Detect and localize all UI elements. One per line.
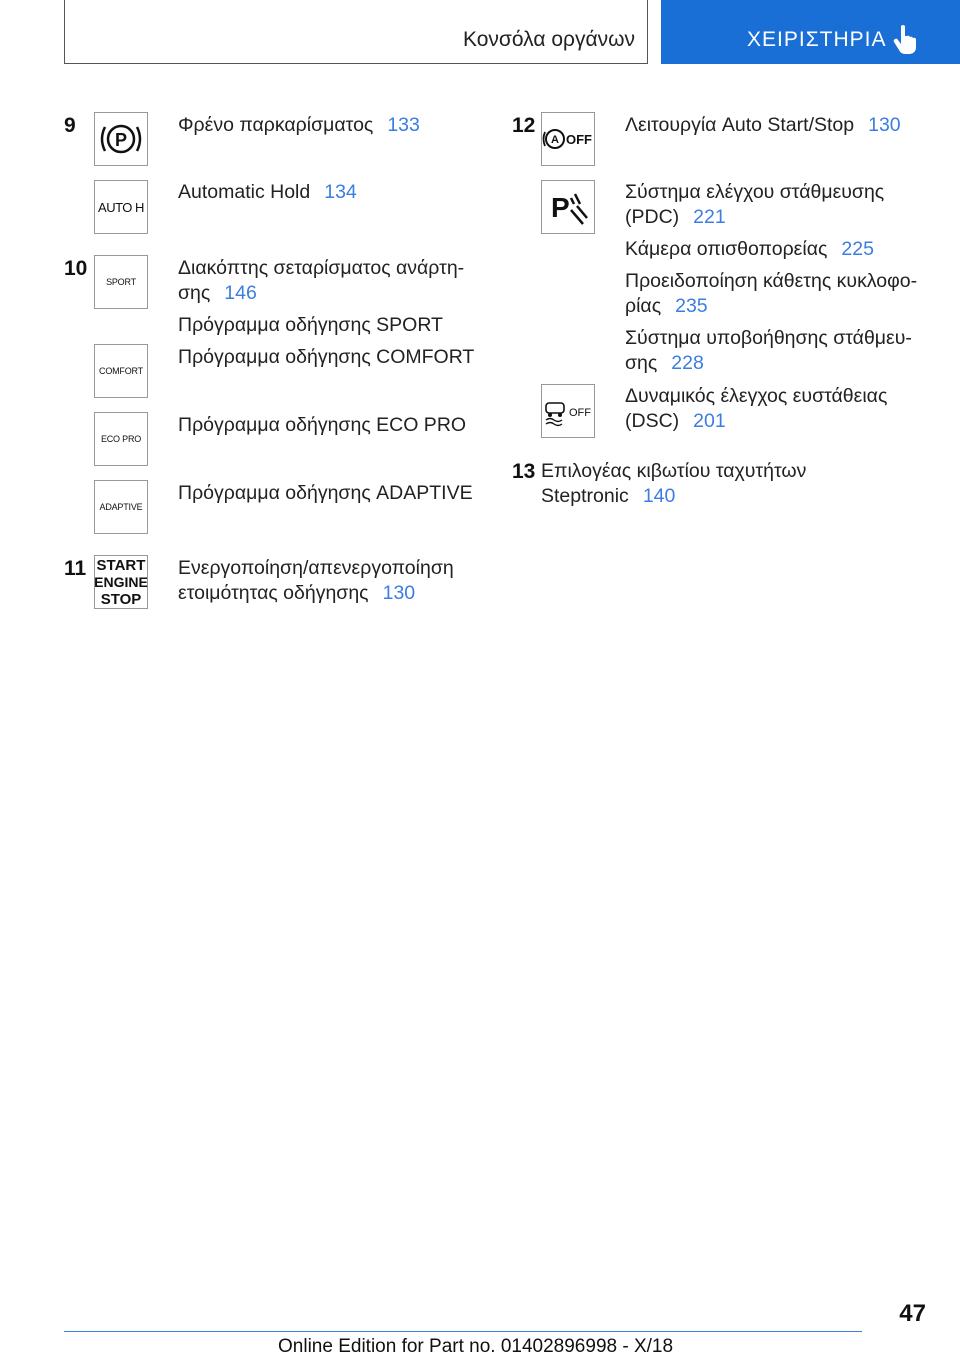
drive-readiness-text: Ενεργοποίηση/απενεργοποίηση ετοιμότητας οδήγησης 130 <box>178 557 454 604</box>
page-ref-link[interactable]: 133 <box>387 114 420 136</box>
page-header <box>0 0 960 66</box>
footer-divider <box>64 1331 862 1332</box>
edition-text: Online Edition for Part no. 01402896998 - X/18 <box>278 1336 674 1357</box>
adaptive-mode-text: Πρόγραμμα οδήγησης ADAPTIVE <box>178 482 473 504</box>
section-tab[interactable] <box>64 0 648 64</box>
page-ref-link[interactable]: 228 <box>671 352 704 374</box>
page-ref-link[interactable]: 225 <box>841 238 874 260</box>
svg-text:OFF: OFF <box>566 132 592 147</box>
entry-number-12: 12 <box>512 114 536 137</box>
eco-pro-mode-text: Πρόγραμμα οδήγησης ECO PRO <box>178 414 467 436</box>
page-ref-link[interactable]: 134 <box>324 181 357 203</box>
pdc-text-block: Σύστημα ελέγχου στάθμευσης (PDC) 221 Κάμερα οπισθοπορείας 225 Προειδοποίηση κάθετης κυκλοφο- ρίας 235 Σύστημα υποβοήθησης στάθμευ- σης 228 <box>625 181 918 374</box>
svg-text:A: A <box>551 134 559 146</box>
hand-pointer-icon <box>893 24 919 54</box>
section-title: Κονσόλα οργάνων <box>463 28 635 51</box>
suspension-switch-text: Διακόπτης σεταρίσματος ανάρτη- σης 146 Πρόγραμμα οδήγησης SPORT <box>178 257 465 336</box>
page-ref-link[interactable]: 130 <box>868 114 901 136</box>
page-ref-link[interactable]: 221 <box>693 206 726 228</box>
entry-number-13: 13 <box>512 460 536 483</box>
parking-brake-text: Φρένο παρκαρίσματος 133 <box>178 114 420 136</box>
chapter-tab[interactable] <box>661 0 960 64</box>
chapter-title: ΧΕΙΡΙΣΤΗΡΙΑ <box>747 28 887 51</box>
entry-number-10: 10 <box>64 257 88 280</box>
comfort-button-icon: COMFORT <box>94 344 148 398</box>
page-ref-link[interactable]: 235 <box>675 295 708 317</box>
auto-start-stop-off-icon <box>541 112 595 166</box>
adaptive-button-icon: ADAPTIVE <box>94 480 148 534</box>
steptronic-text: Επιλογέας κιβωτίου ταχυτήτων Steptronic 140 <box>541 460 807 507</box>
svg-text:OFF: OFF <box>569 407 591 419</box>
auto-start-stop-text: Λειτουργία Auto Start/Stop 130 <box>625 114 901 136</box>
parking-brake-icon <box>94 112 148 166</box>
dsc-off-icon <box>541 384 595 438</box>
page-ref-link[interactable]: 130 <box>382 582 416 604</box>
comfort-mode-text: Πρόγραμμα οδήγησης COMFORT <box>178 346 475 368</box>
entry-number-9: 9 <box>64 114 76 137</box>
page-ref-link[interactable]: 146 <box>224 282 257 304</box>
page-ref-link[interactable]: 201 <box>693 410 726 432</box>
start-stop-engine-icon: START ENGINE STOP <box>94 556 148 608</box>
page-number: 47 <box>899 1300 926 1327</box>
park-distance-control-icon <box>541 180 595 234</box>
auto-hold-text: Automatic Hold 134 <box>178 181 357 203</box>
entry-number-11: 11 <box>64 557 87 580</box>
auto-hold-button-icon: AUTO H <box>94 180 148 234</box>
page-ref-link[interactable]: 140 <box>642 485 676 507</box>
eco-pro-button-icon: ECO PRO <box>94 412 148 466</box>
dsc-text: Δυναμικός έλεγχος ευστάθειας (DSC) 201 <box>625 385 888 432</box>
sport-button-icon: SPORT <box>94 255 148 309</box>
svg-text:P: P <box>114 130 128 150</box>
svg-text:P: P <box>551 192 570 223</box>
